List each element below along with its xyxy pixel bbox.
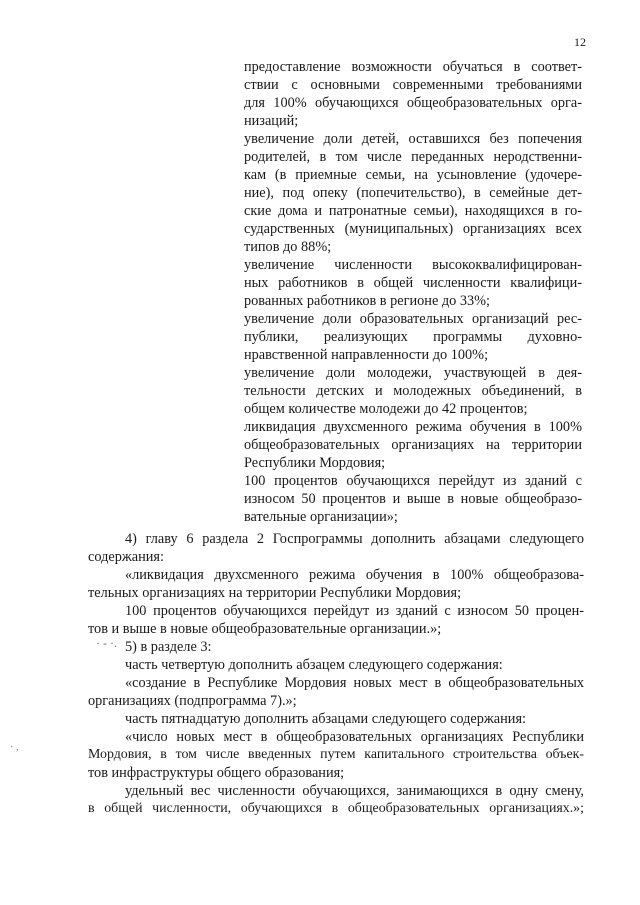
- text-line: 100 процентов обучающихся перейдут из зданий с: [244, 473, 582, 489]
- page-number: 12: [574, 35, 586, 49]
- text-line: рованных работников в регионе до 33%;: [244, 293, 491, 309]
- text-line: родителей, в том числе переданных неродственни-: [244, 149, 582, 165]
- paragraph-line: организациях (подпрограмма 7).»;: [88, 693, 297, 709]
- text-line: увеличение доли образовательных организаций рес-: [244, 311, 582, 327]
- text-line: ных работников в общей численности квалифици-: [244, 275, 582, 291]
- text-line: типов до 88%;: [244, 239, 332, 255]
- paragraph-line: «ликвидация двухсменного режима обучения в 100% общеобразова-: [125, 567, 584, 583]
- text-line: публики, реализующих программы духовно-: [244, 329, 582, 345]
- text-line: Республики Мордовия;: [244, 455, 386, 471]
- paragraph-line: 4) главу 6 раздела 2 Госпрограммы дополнить абзацами следующего: [125, 531, 584, 547]
- text-line: общеобразовательных организациях на территории: [244, 437, 582, 453]
- paragraph-line: содержания:: [88, 549, 164, 565]
- paragraph-line: 5) в разделе 3:: [125, 639, 212, 655]
- text-line: ские дома и патронатные семьи), находящихся в го-: [244, 203, 582, 219]
- text-line: низаций;: [244, 113, 299, 129]
- text-line: вательные организации»;: [244, 509, 398, 525]
- text-line: кам (в приемные семьи, на усыновление (удочере-: [244, 167, 582, 183]
- scan-artifact-mark: · ,: [10, 742, 19, 753]
- paragraph-line: удельный вес численности обучающихся, занимающихся в одну смену,: [125, 783, 584, 799]
- paragraph-line: часть пятнадцатую дополнить абзацами следующего содержания:: [125, 711, 527, 727]
- text-line: износом 50 процентов и выше в новые общеобразо-: [244, 491, 582, 507]
- paragraph-line: в общей численности, обучающихся в общеобразовательных организациях.»;: [88, 801, 584, 816]
- text-line: общем количестве молодежи до 42 процентов;: [244, 401, 528, 417]
- text-line: ствии с основными современными требованиями: [244, 77, 582, 93]
- text-line: увеличение доли молодежи, участвующей в дея-: [244, 365, 582, 381]
- right-column-text: [244, 58, 582, 526]
- paragraph-line: тов и выше в новые общеобразовательные организации.»;: [88, 621, 442, 637]
- scan-artifact-mark: · - ·.: [96, 636, 117, 650]
- paragraph-line: «число новых мест в общеобразовательных организациях Республики: [125, 729, 584, 745]
- paragraph-line: «создание в Республике Мордовия новых мест в общеобразовательных: [125, 675, 584, 691]
- paragraph-line: часть четвертую дополнить абзацем следующего содержания:: [125, 657, 503, 673]
- text-line: увеличение численности высококвалифицирован-: [244, 257, 582, 273]
- text-line: сударственных (муниципальных) организациях всех: [244, 221, 582, 237]
- text-line: предоставление возможности обучаться в соответ-: [244, 59, 582, 75]
- paragraph-line: Мордовия, в том числе введенных путем капитального строительства объек-: [88, 747, 584, 762]
- text-line: ние), под опеку (попечительство), в семейные дет-: [244, 185, 582, 201]
- text-line: нравственной направленности до 100%;: [244, 347, 489, 363]
- paragraph-line: 100 процентов обучающихся перейдут из зданий с износом 50 процен-: [125, 603, 584, 619]
- amendment-body: [88, 530, 584, 818]
- text-line: для 100% обучающихся общеобразовательных орга-: [244, 95, 582, 111]
- text-line: ликвидация двухсменного режима обучения в 100%: [244, 419, 582, 435]
- paragraph-line: тельных организациях на территории Республики Мордовия;: [88, 585, 462, 601]
- paragraph-line: тов инфраструктуры общего образования;: [88, 765, 345, 781]
- text-line: тельности детских и молодежных объединений, в: [244, 383, 582, 399]
- text-line: увеличение доли детей, оставшихся без попечения: [244, 131, 582, 147]
